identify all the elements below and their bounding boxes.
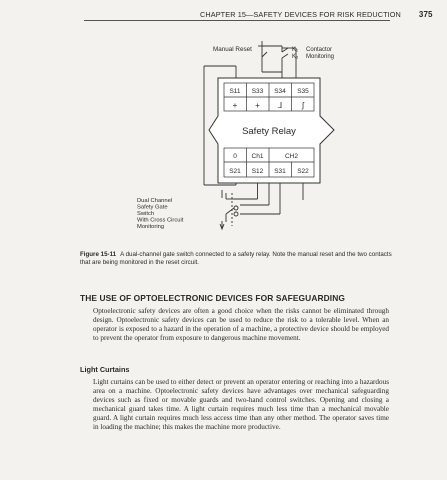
symbol-falling-edge: ⅃ bbox=[277, 101, 283, 110]
chapter-title: CHAPTER 15—SAFETY DEVICES FOR RISK REDUCTION bbox=[200, 10, 401, 19]
caption-text: A dual-channel gate switch connected to a safety relay. Note the manual reset and the two contacts that are being monitored in the reset circuit. bbox=[80, 251, 392, 266]
reset-contact bbox=[262, 52, 267, 57]
relay-label: Safety Relay bbox=[242, 126, 296, 137]
label-zero: 0 bbox=[233, 153, 237, 160]
terminal-s31: S31 bbox=[274, 168, 286, 175]
k2-contact bbox=[282, 54, 288, 58]
subsection-paragraph: Light curtains can be used to either detect or prevent an operator entering or reaching into a hazardous area on a machine. Optoelectronic safety devices have advantages over mechanical safeguarding devices such as fixed or movable guards and two-hand control switches. Opening and closing a mechanical guard takes time. A light curtain requires much less time than a mechanical movable guard. A light curtain requires much less access time than any other method. The operator saves time in loading the machine; this makes the machine more productive. bbox=[93, 378, 389, 431]
label-ch2: CH2 bbox=[284, 153, 299, 160]
k1-label: K₁ bbox=[292, 47, 299, 53]
symbol-rising-edge: ʃ bbox=[302, 101, 304, 110]
label-ch1: Ch1 bbox=[251, 153, 264, 160]
subsection-heading: Light Curtains bbox=[80, 365, 130, 374]
figure-caption bbox=[80, 251, 392, 266]
terminal-s11: S11 bbox=[229, 88, 241, 95]
terminal-s33: S33 bbox=[251, 88, 264, 95]
switch-label-line2: Safety Gate bbox=[137, 204, 168, 211]
switch-label-line3: Switch bbox=[137, 211, 155, 217]
monitoring-label: Monitoring bbox=[306, 54, 335, 60]
terminal-s12: S12 bbox=[251, 168, 264, 175]
page-number: 375 bbox=[418, 10, 433, 19]
terminal-s34: S34 bbox=[274, 88, 286, 95]
manual-reset-label: Manual Reset bbox=[213, 46, 252, 53]
switch-label-line5: Monitoring bbox=[137, 224, 165, 230]
section-paragraph: Optoelectronic safety devices are often a good choice when the risks cannot be eliminated through design. Optoelectronic safety devices can be used to reduce the risk to a tolerable level. When an operator is exposed to a hazard in the operation of a machine, a protective device should be employed to prevent the operator from exposure to dangerous machine movement. bbox=[93, 307, 389, 342]
terminal-s22: S22 bbox=[297, 168, 309, 175]
contactor-label: Contactor bbox=[306, 47, 333, 53]
gate-switch bbox=[220, 183, 303, 229]
switch-label-line4: With Cross Circuit bbox=[137, 217, 184, 224]
terminal-s21: S21 bbox=[229, 168, 241, 175]
k1-contact bbox=[282, 48, 288, 52]
switch-label-line1: Dual Channel bbox=[137, 198, 173, 204]
section-heading: THE USE OF OPTOELECTRONIC DEVICES FOR SAFEGUARDING bbox=[80, 293, 345, 303]
symbol-plus-1: + bbox=[232, 101, 238, 110]
figure-label: Figure 15-11 bbox=[80, 251, 117, 258]
k2-label: K₂ bbox=[292, 54, 299, 60]
terminal-s35: S35 bbox=[297, 88, 309, 95]
symbol-plus-2: + bbox=[255, 101, 260, 110]
switch-contact-circle bbox=[234, 206, 238, 210]
